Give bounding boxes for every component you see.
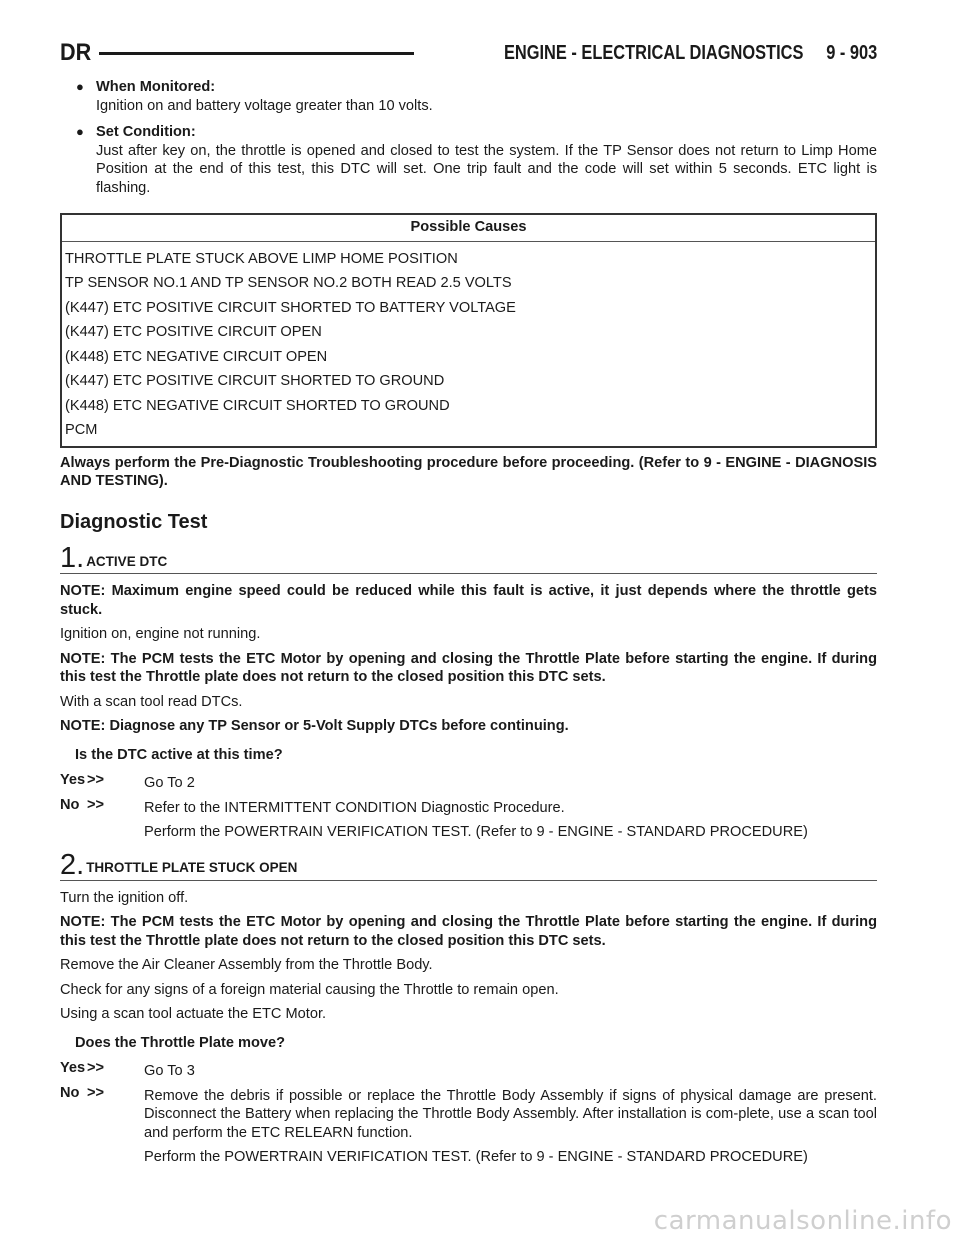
arrow-marker: >> (87, 796, 105, 813)
step1-question: Is the DTC active at this time? (75, 746, 283, 763)
set-condition-text: Just after key on, the throttle is opened and closed to test the system. If the TP Sensor does not return to Limp Home Position at the end of this test, this DTC will set. One trip fault and the code will set within 5 seconds. ETC light is flashing. (96, 142, 877, 196)
cause-row: PCM (65, 422, 98, 438)
cause-row: (K447) ETC POSITIVE CIRCUIT SHORTED TO GROUND (65, 373, 445, 389)
step1-no-answer (60, 796, 877, 842)
step-2-heading (60, 848, 877, 881)
cause-row: (K448) ETC NEGATIVE CIRCUIT OPEN (65, 348, 328, 365)
bullet-icon: ● (76, 79, 84, 94)
step2-text1: Turn the ignition off. (60, 889, 189, 906)
no-label: No (60, 1084, 80, 1101)
yes-text: Go To 2 (144, 775, 195, 791)
cause-row: TP SENSOR NO.1 AND TP SENSOR NO.2 BOTH READ 2.5 VOLTS (65, 275, 512, 291)
yes-label: Yes (60, 772, 86, 788)
possible-causes-header: Possible Causes (61, 214, 876, 241)
step2-text2: Remove the Air Cleaner Assembly from the Throttle Body. (60, 957, 433, 973)
cause-row: (K447) ETC POSITIVE CIRCUIT SHORTED TO BATTERY VOLTAGE (65, 299, 516, 316)
watermark: carmanualsonline.info (653, 1206, 952, 1236)
page-header (60, 38, 877, 68)
step1-yes-answer (60, 774, 877, 793)
step-number: 1. (60, 542, 85, 574)
cause-row: (K447) ETC POSITIVE CIRCUIT OPEN (65, 324, 322, 340)
always-perform-note: Always perform the Pre-Diagnostic Troubleshooting procedure before proceeding. (Refer to 9 - ENGINE - DIAGNOSIS AND TESTING). (60, 454, 877, 489)
step-1-heading (60, 542, 877, 574)
step1-note3: NOTE: Diagnose any TP Sensor or 5-Volt Supply DTCs before continuing. (60, 718, 569, 734)
when-monitored-text: Ignition on and battery voltage greater than 10 volts. (96, 97, 433, 114)
set-condition-label: Set Condition: (96, 124, 196, 140)
step1-text2: With a scan tool read DTCs. (60, 693, 243, 710)
page-content (60, 78, 877, 1173)
header-section: ENGINE - ELECTRICAL DIAGNOSTICS 9 - 903 (503, 41, 877, 64)
possible-causes-table (60, 213, 877, 448)
yes-label: Yes (60, 1060, 86, 1076)
no-text-verification: Perform the POWERTRAIN VERIFICATION TEST. (Refer to 9 - ENGINE - STANDARD PROCEDURE) (144, 824, 808, 840)
no-text: Refer to the INTERMITTENT CONDITION Diagnostic Procedure. (144, 799, 565, 816)
yes-text: Go To 3 (144, 1063, 195, 1079)
diagnostic-test-title: Diagnostic Test (60, 510, 208, 533)
step-title: ACTIVE DTC (86, 553, 168, 569)
arrow-marker: >> (87, 1084, 105, 1101)
step-number: 2. (60, 848, 85, 881)
arrow-marker: >> (87, 1060, 105, 1076)
cause-row: (K448) ETC NEGATIVE CIRCUIT SHORTED TO GROUND (65, 397, 450, 414)
when-monitored-label: When Monitored: (96, 79, 216, 95)
bullet-icon: ● (76, 124, 84, 139)
step2-yes-answer (60, 1062, 877, 1081)
step1-note2: NOTE: The PCM tests the ETC Motor by opening and closing the Throttle Plate before starting the engine. If during this test the Throttle plate does not return to the closed position this DTC sets. (60, 650, 877, 685)
step2-note1: NOTE: The PCM tests the ETC Motor by opening and closing the Throttle Plate before starting the engine. If during this test the Throttle plate does not return to the closed position this DTC sets. (60, 914, 877, 949)
step2-no-answer (60, 1084, 877, 1167)
step1-note1: NOTE: Maximum engine speed could be reduced while this fault is active, it just depends where the throttle gets stuck. (60, 583, 877, 618)
arrow-marker: >> (87, 772, 105, 788)
step-title: THROTTLE PLATE STUCK OPEN (86, 860, 298, 875)
step2-question: Does the Throttle Plate move? (75, 1034, 286, 1051)
set-condition (60, 123, 877, 197)
step2-text4: Using a scan tool actuate the ETC Motor. (60, 1006, 327, 1022)
cause-row: THROTTLE PLATE STUCK ABOVE LIMP HOME POSITION (65, 250, 458, 267)
when-monitored (60, 78, 877, 115)
header-rule (99, 52, 414, 55)
no-text: Remove the debris if possible or replace the Throttle Body Assembly if signs of physical damage are present. Disconnect the Battery when replacing the Throttle Body Assembly. After installation is com-plete, use a scan tool and perform the ETC RELEARN function. (144, 1087, 877, 1141)
no-label: No (60, 796, 80, 813)
header-model: DR (60, 39, 92, 66)
step2-text3: Check for any signs of a foreign material causing the Throttle to remain open. (60, 981, 559, 998)
step1-text1: Ignition on, engine not running. (60, 626, 261, 642)
no-text-verification: Perform the POWERTRAIN VERIFICATION TEST. (Refer to 9 - ENGINE - STANDARD PROCEDURE) (144, 1149, 808, 1165)
